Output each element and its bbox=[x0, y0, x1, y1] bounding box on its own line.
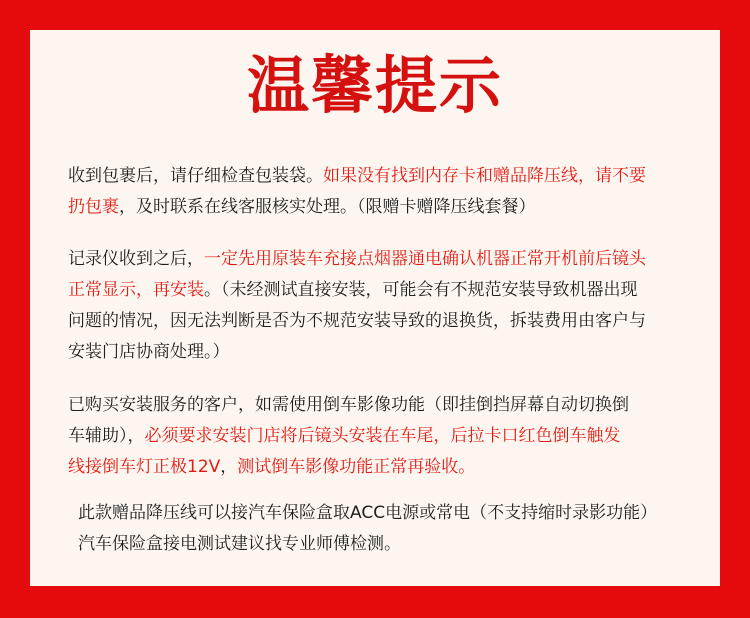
body-text: 记录仪收到之后， bbox=[68, 249, 204, 269]
highlighted-text: 线接倒车灯正极12V bbox=[68, 457, 221, 477]
paragraph-line bbox=[68, 275, 693, 306]
paragraph-line bbox=[68, 161, 693, 192]
paragraph-line bbox=[68, 192, 693, 223]
highlighted-text: 测试倒车影像功能正常再验收。 bbox=[237, 457, 476, 477]
notice-paragraph-reverse-camera bbox=[68, 390, 693, 483]
notice-paragraph-power-cable bbox=[78, 498, 688, 560]
paragraph-line bbox=[68, 244, 693, 275]
body-text: 。（未经测试直接安装，可能会有不规范安装导致机器出现 bbox=[204, 280, 638, 300]
page-title: 温馨提示 bbox=[246, 49, 503, 122]
paragraph-line bbox=[68, 421, 693, 452]
body-text: ，及时联系在线客服核实处理。（限赠卡赠降压线套餐） bbox=[119, 197, 536, 217]
body-text: 问题的情况，因无法判断是否为不规范安装导致的退换货，拆装费用由客户与 bbox=[68, 311, 646, 331]
paragraph-line bbox=[78, 529, 688, 560]
body-text: ， bbox=[220, 457, 238, 477]
paragraph-line bbox=[68, 306, 693, 337]
body-text: 此款赠品降压线可以接汽车保险盒取ACC电源或常电（不支持缩时录影功能） bbox=[78, 503, 658, 523]
paragraph-line bbox=[68, 337, 693, 368]
body-text: 汽车保险盒接电测试建议找专业师傅检测。 bbox=[78, 534, 401, 554]
paragraph-line bbox=[68, 452, 693, 483]
highlighted-text: 如果没有找到内存卡和赠品降压线，请不要 bbox=[323, 166, 646, 186]
body-text: 收到包裹后，请仔细检查包装袋。 bbox=[68, 166, 323, 186]
notice-paragraph-package-check bbox=[68, 161, 693, 223]
paragraph-line bbox=[68, 390, 693, 421]
body-text: 安装门店协商处理。） bbox=[68, 342, 230, 362]
paragraph-line bbox=[78, 498, 688, 529]
notice-paragraph-test-before-install bbox=[68, 244, 693, 368]
body-text: 车辅助）， bbox=[68, 426, 145, 446]
highlighted-text: 正常显示，再安装 bbox=[68, 280, 204, 300]
highlighted-text: 必须要求安装门店将后镜头安装在车尾，后拉卡口红色倒车触发 bbox=[144, 426, 621, 446]
highlighted-text: 一定先用原装车充接点烟器通电确认机器正常开机前后镜头 bbox=[204, 249, 646, 269]
highlighted-text: 扔包裹 bbox=[68, 197, 119, 217]
body-text: 已购买安装服务的客户，如需使用倒车影像功能（即挂倒挡屏幕自动切换倒 bbox=[68, 395, 629, 415]
